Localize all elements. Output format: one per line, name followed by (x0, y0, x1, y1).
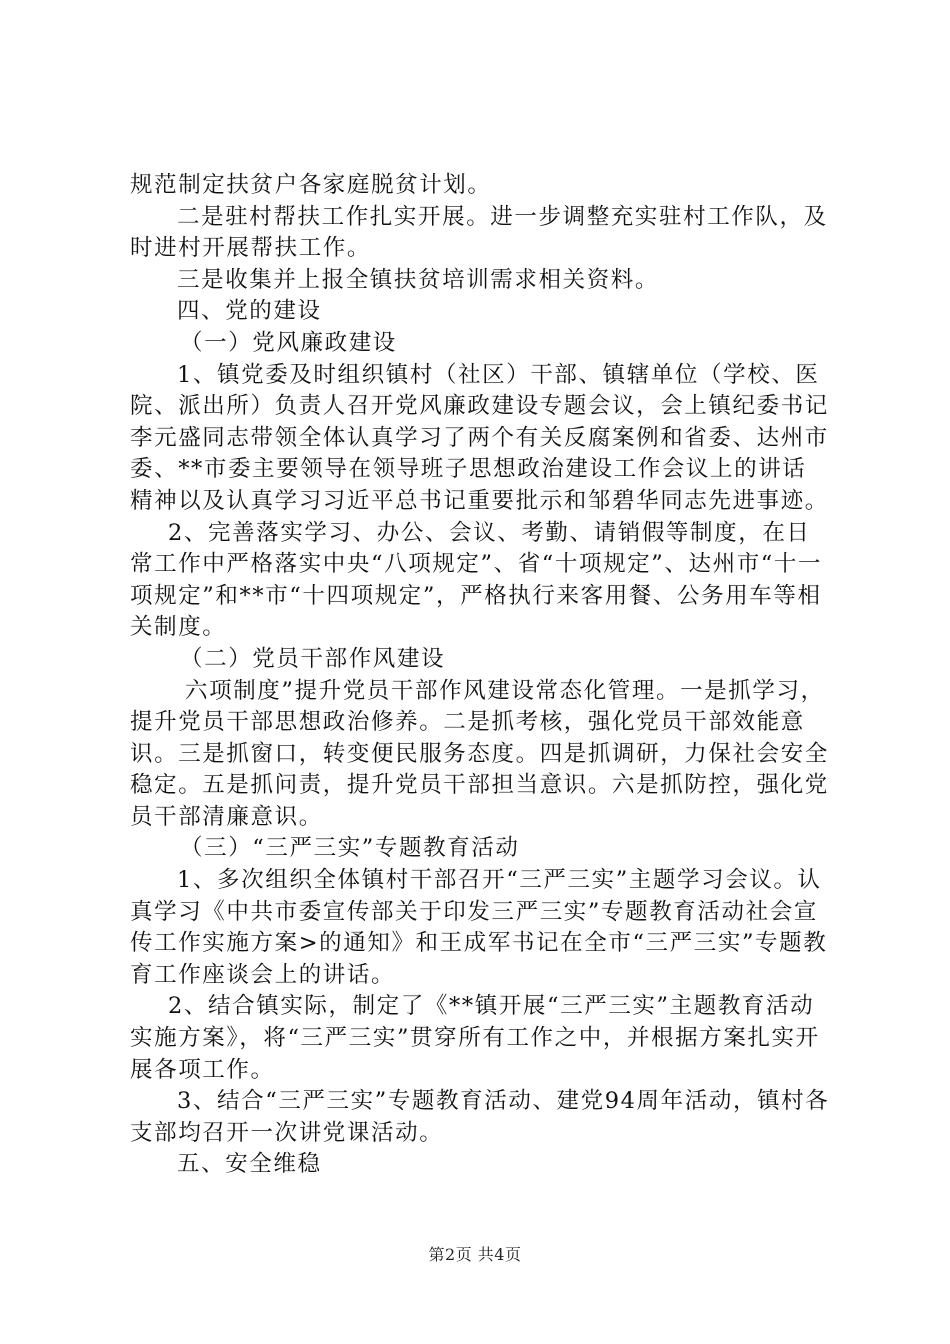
section-heading-security: 五、安全维稳 (177, 1151, 322, 1178)
paragraph-2: 二是驻村帮扶工作扎实开展。进一步调整充实驻村工作队，及时进村开展帮扶工作。 (130, 203, 828, 262)
subsection-heading-2: （二）党员干部作风建设 (180, 645, 446, 672)
page-footer: 第2页 共4页 (428, 1245, 522, 1264)
paragraph-11: 1、多次组织全体镇村干部召开“三严三实”主题学习会议。认真学习《中共市委宣传部关于印发三严三实”专题教育活动社会宣传工作实施方案>的通知》和王成军书记在全市“三严三实”专题教育工作座谈会上的讲话。 (130, 867, 828, 988)
paragraph-12: 2、结合镇实际，制定了《**镇开展“三严三实”主题教育活动实施方案》，将“三严三实”贯穿所有工作之中，并根据方案扎实开展各项工作。 (130, 993, 820, 1083)
paragraph-13: 3、结合“三严三实”专题教育活动、建党94周年活动，镇村各支部均召开一次讲党课活动。 (130, 1088, 830, 1146)
paragraph-9: 六项制度”提升党员干部作风建设常态化管理。一是抓学习，提升党员干部思想政治修养。二是抓考核，强化党员干部效能意识。三是抓窗口，转变便民服务态度。四是抓调研，力保社会安全稳定。五是抓问责，提升党员干部担当意识。六是抓防控，强化党员干部清廉意识。 (130, 677, 829, 830)
paragraph-6: 1、镇党委及时组织镇村（社区）干部、镇辖单位（学校、医院、派出所）负责人召开党风廉政建设专题会议，会上镇纪委书记李元盛同志带领全体认真学习了两个有关反腐案例和省委、达州市委、**市委主要领导在领导班子思想政治建设工作会议上的讲话精神以及认真学习习近平总书记重要批示和邹碧华同志先进事迹。 (130, 361, 829, 514)
paragraph-3: 三是收集并上报全镇扶贫培训需求相关资料。 (177, 266, 660, 293)
subsection-heading-1: （一）党风廉政建设 (180, 329, 397, 356)
section-heading-party-building: 四、党的建设 (177, 298, 322, 325)
paragraph-1: 规范制定扶贫户各家庭脱贫计划。 (130, 172, 492, 198)
paragraph-7: 2、完善落实学习、办公、会议、考勤、请销假等制度，在日常工作中严格落实中央“八项规定”、省“十项规定”、达州市“十一项规定”和**市“十四项规定”，严格执行来客用餐、公务用车等相关制度。 (130, 519, 823, 641)
subsection-heading-3: （三）“三严三实”专题教育活动 (180, 835, 520, 862)
document-body (130, 170, 830, 1181)
